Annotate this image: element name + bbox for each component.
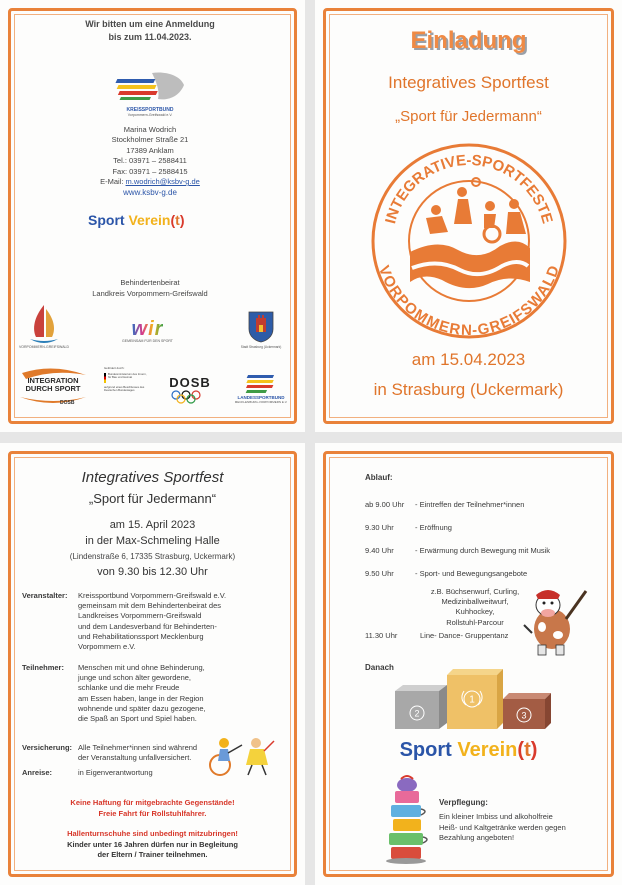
kreissportbund-logo (105, 66, 195, 120)
contact-street: Stockholmer Straße 21 (111, 135, 189, 145)
emblem-top-text: INTEGRATIVE-SPORTFESTE (382, 151, 556, 226)
wir-logo (110, 314, 185, 348)
podium-first: 1 (469, 694, 475, 706)
bmi-funded-by: Gefördert durch: (104, 366, 125, 370)
stacked-cups-illustration (379, 773, 435, 865)
teilnehmer-label: Teilnehmer: (22, 663, 64, 672)
coat-of-arms-icon (248, 311, 274, 343)
schedule-time: ab 9.00 Uhr (365, 500, 405, 509)
event-date: am 15.04.2023 (411, 350, 526, 369)
wheelchair-kids-illustration (206, 735, 276, 777)
bmi-name: Bundesministerium des Innern, für Bau und Heimat (107, 371, 147, 380)
olympic-rings-icon (168, 390, 212, 404)
einladung-heading: Einladung (410, 27, 527, 54)
event-address: (Lindenstraße 6, 17335 Strasburg, Uckermark) (69, 552, 236, 561)
lsb-emblem-icon (241, 373, 281, 395)
landessportbund-logo (232, 366, 290, 410)
integration-line1: INTEGRATION (27, 376, 79, 385)
notice-liability: Keine Haftung für mitgebrachte Gegenstände! (70, 798, 235, 807)
vg-logo-label: VORPOMMERN-GREIFSWALD (18, 345, 70, 349)
schedule-time: 9.50 Uhr (365, 569, 394, 578)
teilnehmer-text: Menschen mit und ohne Behinderung, junge und schon älter gewordene, schlanke und die mehr Freude am Essen haben, lange in der Region wohnende und später dazu gezogene, die Spaß an Sport und Spiel haben. (78, 663, 206, 724)
ablauf-label: Ablauf: (365, 473, 393, 482)
winners-podium (387, 669, 557, 733)
vorpommern-greifswald-logo (18, 296, 70, 356)
ksb-emblem-icon (110, 69, 190, 107)
event-date: am 15. April 2023 (109, 519, 196, 531)
page-bottom-left (0, 443, 305, 885)
line-dance-time: 11.30 Uhr (365, 631, 398, 640)
schedule-row-text: - Erwärmung durch Bewegung mit Musik (415, 546, 551, 555)
beirat-title: Behindertenbeirat (120, 278, 180, 287)
veranstalter-label: Veranstalter: (22, 591, 68, 600)
event-venue: in der Max-Schmeling Halle (85, 535, 220, 547)
integration-line2: DURCH SPORT (25, 384, 81, 393)
wir-logo-word: wir (131, 318, 164, 340)
contact-email-prefix: E-Mail: (100, 177, 126, 187)
danach-label: Danach (365, 663, 394, 672)
podium-third: 3 (521, 710, 527, 721)
beirat-subtitle: Landkreis Vorpommern-Greifswald (92, 289, 208, 298)
event-subtitle: „Sport für Jedermann“ (88, 491, 217, 506)
contact-tel: Tel.: 03971 – 2588411 (113, 156, 187, 166)
contact-web-link[interactable]: www.ksbv-g.de (123, 188, 177, 198)
event-title: Integratives Sportfest (81, 469, 224, 486)
cow-hockey-mascot (520, 583, 592, 659)
bmi-resolution: aufgrund eines Beschlusses des Deutschen Bundestages (104, 384, 145, 393)
schedule-row-text: - Sport- und Bewegungsangebote (415, 569, 528, 578)
sportfest-emblem (368, 142, 570, 340)
integration-durch-sport-logo (16, 367, 90, 409)
contact-city: 17389 Anklam (126, 145, 174, 155)
emblem-bottom-text: VORPOMMERN-GREIFSWALD (374, 263, 564, 340)
schedule-time: 9.40 Uhr (365, 546, 394, 555)
page-top-left (0, 0, 305, 432)
strasburg-label: Stadt Strasburg (Uckermark) (240, 345, 282, 349)
page-bottom-right (315, 443, 622, 885)
registration-text-line1: Wir bitten um eine Anmeldung (85, 19, 215, 29)
notice-shoes: Hallenturnschuhe sind unbedingt mitzubringen! (67, 829, 238, 838)
contact-email-line (50, 177, 250, 187)
schedule-time: 9.30 Uhr (365, 523, 394, 532)
integration-dosb: DOSB (60, 400, 75, 406)
german-flag-icon (104, 373, 106, 383)
sport-verein-logo: Sport Verein(t) (88, 212, 185, 228)
veranstalter-text: Kreissportbund Vorpommern-Greifswald e.V. gemeinsam mit dem Behindertenbeirat des Landkreises Vorpommern-Greifswald und dem Landesverband für Behinderten- und Rehabilitationssport Mecklenburg Vorpommern e.V. (78, 591, 227, 652)
contact-email-link[interactable]: m.wodrich@ksbv-g.de (125, 177, 200, 187)
schedule-row (365, 500, 404, 510)
contact-fax: Fax: 03971 – 2588415 (112, 166, 188, 176)
anreise-text: in Eigenverantwortung (78, 768, 153, 777)
sport-examples: z.B. Büchsenwurf, Curling, Medizinballweitwurf, Kuhhockey, Rollstuhl-Parcour (430, 587, 520, 627)
notice-children-line2: der Eltern / Trainer teilnehmen. (97, 850, 208, 859)
verpflegung-text: Ein kleiner Imbiss und alkoholfreie Heiß- und Kaltgetränke werden gegen Bezahlung angeboten! (439, 812, 566, 842)
sail-emblem-icon (26, 303, 62, 345)
ksb-logo-subtext: Vorpommern-Greifswald e.V. (127, 113, 173, 117)
notice-free-travel: Freie Fahrt für Rollstuhlfahrer. (98, 808, 207, 818)
line-dance-text: Line- Dance- Gruppentanz (420, 631, 509, 640)
event-subtitle: „Sport für Jedermann“ (395, 108, 542, 125)
event-title: Integratives Sportfest (388, 73, 549, 92)
bmi-logo (104, 367, 150, 411)
anreise-label: Anreise: (22, 768, 53, 777)
schedule-row-text: - Eintreffen der Teilnehmer*innen (415, 500, 525, 509)
strasburg-coat-of-arms (236, 302, 286, 358)
versicherung-label: Versicherung: (22, 743, 73, 752)
dosb-wordmark: DOSB (169, 374, 211, 390)
sport-verein-logo: Sport Verein(t) (399, 739, 538, 761)
contact-name: Marina Wodrich (123, 125, 177, 134)
page-top-right (315, 0, 622, 432)
versicherung-text: Alle Teilnehmer*innen sind während der Veranstaltung unfallversichert. (78, 743, 198, 763)
podium-second: 2 (414, 708, 420, 719)
contact-block (50, 125, 250, 199)
notice-children-line1: Kinder unter 16 Jahren dürfen nur in Begleitung (67, 839, 238, 849)
schedule-row-text: - Eröffnung (415, 523, 452, 532)
lsb-name: LANDESSPORTBUND (237, 394, 285, 400)
registration-deadline: bis zum 11.04.2023. (108, 32, 192, 42)
event-time: von 9.30 bis 12.30 Uhr (97, 566, 208, 578)
dosb-logo (160, 366, 220, 412)
verpflegung-label: Verpflegung: (439, 798, 488, 807)
lsb-subname: MECKLENBURG-VORPOMMERN E.V. (234, 399, 288, 404)
ksb-logo-text: KREISSPORTBUND (126, 107, 174, 113)
event-place: in Strasburg (Uckermark) (373, 380, 564, 399)
wir-logo-subtitle: GEMEINSAM FÜR DEN SPORT (122, 339, 173, 343)
